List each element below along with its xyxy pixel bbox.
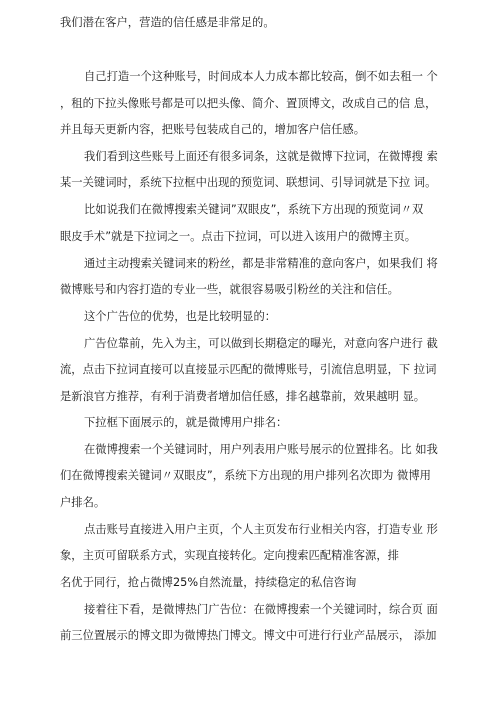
- text-line: [0, 174, 500, 192]
- line-text: 自己打造一个这种账号，时间成本人力成本都比较高，倒不如去租一 个: [84, 70, 438, 83]
- line-text: 接着往下看，是微博热门广告位：在微博搜索一个关键词时，综合页 面: [84, 603, 438, 616]
- text-line: [0, 547, 500, 565]
- text-line: [0, 388, 500, 406]
- text-line: [0, 414, 500, 432]
- line-text: 是新浪官方推荐，有利于消费者增加信任感，排名越靠前，效果越明 显。: [60, 390, 426, 403]
- line-text: 们在微博搜索关键词〃双眼皮”，系统下方出现的用户排列名次即为 微博用: [60, 469, 431, 482]
- text-line: [0, 201, 500, 219]
- line-text: 并且每天更新内容，把账号包装成自己的，增加客户信任感。: [60, 123, 366, 136]
- line-text: 广告位靠前，先入为主，可以做到长期稳定的曝光，对意向客户进行 截: [84, 337, 438, 350]
- line-text: 我们潜在客户，营造的信任感是非常足的。: [60, 16, 275, 29]
- line-text: 点击账号直接进入用户主页，个人主页发布行业相关内容，打造专业 形: [84, 523, 438, 536]
- line-text: 在微博搜索一个关键词时，用户列表用户账号展示的位置排名。比 如我: [84, 443, 438, 456]
- text-line: [0, 308, 500, 326]
- line-text: 通过主动搜索关键词来的粉丝，都是非常精准的意向客户，如果我们 将: [84, 257, 438, 270]
- line-text: 我们看到这些账号上面还有很多词条，这就是微博下拉词，在微博搜 索: [84, 150, 438, 163]
- text-line: [0, 281, 500, 299]
- line-text: 下拉框下面展示的，就是微博用户排名：: [84, 416, 288, 429]
- text-line: [0, 255, 500, 273]
- text-line: [0, 335, 500, 353]
- line-text: 某一关键词时，系统下拉框中出现的预览词、联想词、引导词就是下拉 词。: [60, 176, 437, 189]
- line-text: ，租的下拉头像账号都是可以把头像、简介、置顶博文，改成自己的信 息，: [60, 97, 437, 110]
- text-line: [0, 95, 500, 113]
- text-line: [0, 361, 500, 379]
- line-text: 流，点击下拉词直接可以直接显示匹配的微博账号，引流信息明显，下 拉词: [60, 363, 437, 376]
- text-line: [0, 121, 500, 139]
- line-text: 象，主页可留联系方式，实现直接转化。定向搜索匹配精准客源，排: [60, 549, 399, 562]
- text-line: [0, 68, 500, 86]
- line-text: 这个广告位的优势，也是比较明显的：: [84, 310, 277, 323]
- text-line: [0, 441, 500, 459]
- text-line: [0, 521, 500, 539]
- line-text: 户排名。: [60, 496, 106, 509]
- text-line: [0, 627, 500, 645]
- line-text: 比如说我们在微博搜索关键词”双眼皮”，系统下方出现的预览词〃双: [84, 203, 424, 216]
- text-line: [0, 228, 500, 246]
- text-line: [0, 601, 500, 619]
- line-text: 微博账号和内容打造的专业一些，就很容易吸引粉丝的关注和信任。: [60, 283, 399, 296]
- text-line: [0, 14, 500, 32]
- line-text: 前三位置展示的博文即为微博热门博文。博文中可进行行业产品展示， 添加: [60, 629, 437, 642]
- text-line: [0, 574, 500, 592]
- line-text: 名优于同行，抢占微博25%自然流量，持续稳定的私信咨询: [60, 576, 357, 589]
- line-text: 眼皮手术”就是下拉词之一。点击下拉词，可以进入该用户的微博主页。: [60, 230, 417, 243]
- text-line: [0, 148, 500, 166]
- text-line: [0, 467, 500, 485]
- text-line: [0, 494, 500, 512]
